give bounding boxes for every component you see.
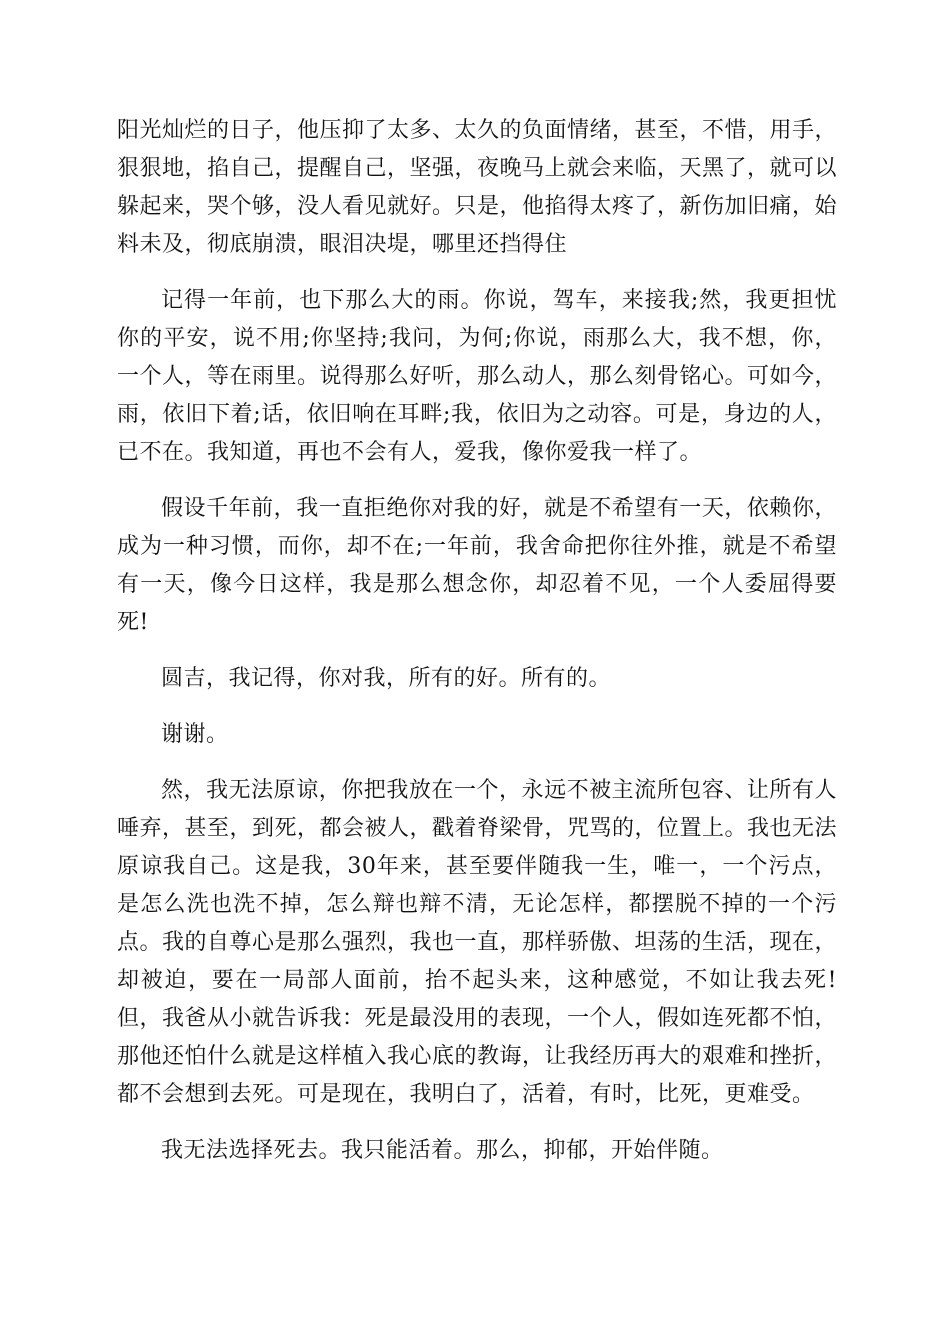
document-body <box>117 112 837 1188</box>
paragraph-3: 假设千年前，我一直拒绝你对我的好，就是不希望有一天，依赖你，成为一种习惯，而你，却不在;一年前，我舍命把你往外推，就是不希望有一天，像今日这样，我是那么想念你，却忍着不见，一个人委屈得要死! <box>117 496 837 635</box>
paragraph-6: 然，我无法原谅，你把我放在一个，永远不被主流所包容、让所有人唾弃，甚至，到死，都会被人，戳着脊梁骨，咒骂的，位置上。我也无法原谅我自己。这是我，30年来，甚至要伴随我一生，唯一，一个污点，是怎么洗也洗不掉，怎么辩也辩不清，无论怎样，都摆脱不掉的一个污点。我的自尊心是那么强烈，我也一直，那样骄傲、坦荡的生活，现在，却被迫，要在一局部人面前，抬不起头来，这种感觉，不如让我去死!但，我爸从小就告诉我：死是最没用的表现，一个人，假如连死都不怕，那他还怕什么就是这样植入我心底的教诲，让我经历再大的艰难和挫折，都不会想到去死。可是现在，我明白了，活着，有时，比死，更难受。 <box>117 778 838 1107</box>
paragraph-1: 阳光灿烂的日子，他压抑了太多、太久的负面情绪，甚至，不惜，用手，狠狠地，掐自己，提醒自己，坚强，夜晚马上就会来临，天黑了，就可以躲起来，哭个够，没人看见就好。只是，他掐得太疼了，新伤加旧痛，始料未及，彻底崩溃，眼泪决堤，哪里还挡得住 <box>117 118 838 257</box>
paragraph-7: 我无法选择死去。我只能活着。那么，抑郁，开始伴随。 <box>161 1138 724 1163</box>
paragraph-4: 圆吉，我记得，你对我，所有的好。所有的。 <box>161 666 612 691</box>
paragraph-5: 谢谢。 <box>161 722 229 747</box>
paragraph-2: 记得一年前，也下那么大的雨。你说，驾车，来接我;然，我更担忧你的平安，说不用;你坚持;我问，为何;你说，雨那么大，我不想，你，一个人，等在雨里。说得那么好听，那么动人，那么刻骨铭心。可如今，雨，依旧下着;话，依旧响在耳畔;我，依旧为之动容。可是，身边的人，已不在。我知道，再也不会有人，爱我，像你爱我一样了。 <box>117 288 838 465</box>
